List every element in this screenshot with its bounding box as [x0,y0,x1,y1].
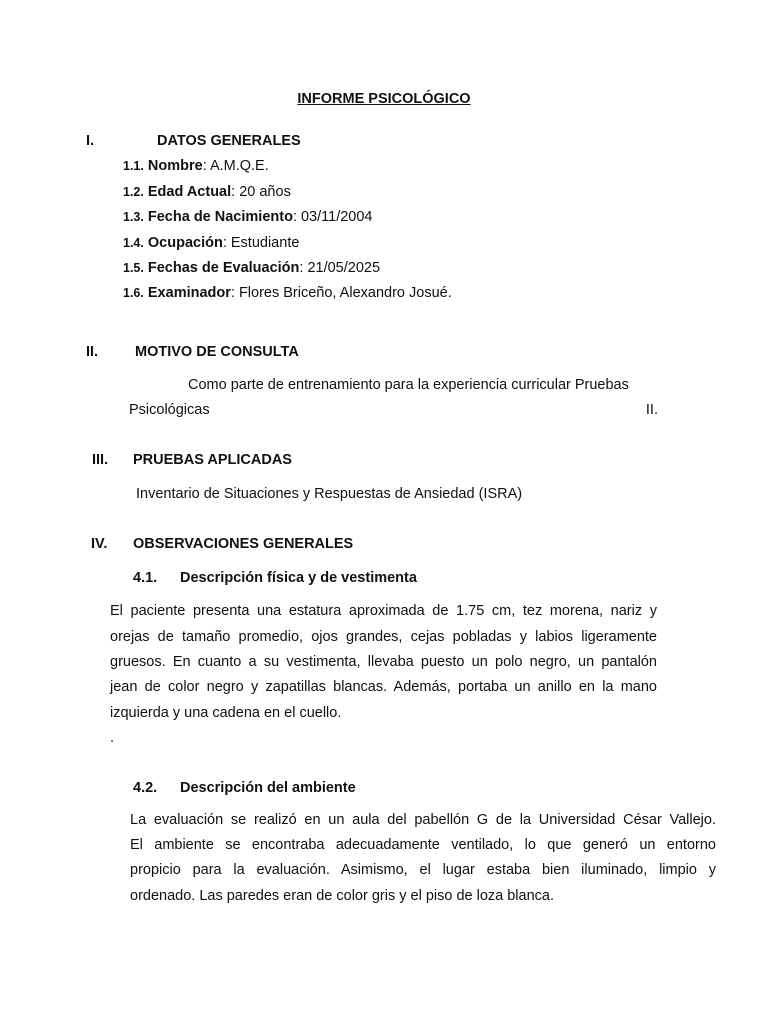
document-title: INFORME PSICOLÓGICO [297,91,471,107]
item-value: : Estudiante [222,235,300,251]
consultation-text-left: Psicológicas [129,402,210,418]
subsection-4-1-number: 4.1. [133,570,158,586]
consultation-text-line-1: Como parte de entrenamiento para la experiencia curricular Pruebas [188,377,629,393]
item-value: : 20 años [231,184,291,200]
paragraph-line: izquierda y una cadena en el cuello. [110,705,342,721]
line-text: propicio para la evaluación. Asimismo, el lugar estaba bien iluminado, limpio y [130,862,716,878]
subsection-4-1-title: Descripción física y de vestimenta [180,570,417,586]
item-number: 1.3. [123,210,144,224]
line-text: El ambiente se encontraba adecuadamente ventilado, lo que generó un entorno [130,837,716,853]
consultation-text-right: II. [645,402,658,418]
paragraph-line [130,862,716,878]
paragraph-line: ordenado. Las paredes eran de color gris y el piso de loza blanca. [130,888,554,904]
section-4-number: IV. [91,536,108,552]
paragraph-line [110,679,657,695]
item-number: 1.4. [123,236,144,250]
line-text: jean de color negro y zapatillas blancas. Además, portaba un anillo en la mano [110,679,657,695]
section-3-title: PRUEBAS APLICADAS [133,452,292,468]
section-2-title: MOTIVO DE CONSULTA [135,344,299,360]
paragraph-line [110,603,657,619]
paragraph-line [130,837,716,853]
consultation-text-line-2 [129,402,658,418]
item-number: 1.2. [123,185,144,199]
section-3-number: III. [92,452,109,468]
item-label: Edad Actual [147,184,232,200]
list-item [123,235,299,251]
item-label: Examinador [147,285,231,301]
stray-dot: . [110,730,115,746]
list-item [123,209,373,225]
section-4-title: OBSERVACIONES GENERALES [133,536,354,552]
item-label: Nombre [147,158,203,174]
subsection-4-2-number: 4.2. [133,780,158,796]
line-text: El paciente presenta una estatura aproximada de 1.75 cm, tez morena, nariz y [110,603,657,619]
subsection-4-2-title: Descripción del ambiente [180,780,356,796]
list-item [123,260,380,276]
item-label: Fechas de Evaluación [147,260,300,276]
section-1-number: I. [86,133,95,149]
paragraph-line [130,812,716,828]
list-item [123,158,269,174]
item-label: Fecha de Nacimiento [147,209,293,225]
line-text: gruesos. En cuanto a su vestimenta, llevaba puesto un polo negro, un pantalón [110,654,657,670]
list-item [123,285,452,301]
applied-test-text: Inventario de Situaciones y Respuestas de Ansiedad (ISRA) [136,486,523,502]
item-value: : 21/05/2025 [299,260,381,276]
item-number: 1.5. [123,261,144,275]
item-number: 1.6. [123,286,144,300]
line-text: La evaluación se realizó en un aula del pabellón G de la Universidad César Vallejo. [130,812,716,828]
line-text: orejas de tamaño promedio, ojos grandes, cejas pobladas y labios ligeramente [110,629,657,645]
paragraph-line [110,629,657,645]
item-value: : Flores Briceño, Alexandro Josué. [230,285,452,301]
item-value: : A.M.Q.E. [202,158,269,174]
item-number: 1.1. [123,159,144,173]
item-label: Ocupación [147,235,223,251]
section-1-title: DATOS GENERALES [157,133,301,149]
item-value: : 03/11/2004 [292,209,373,225]
section-2-number: II. [86,344,99,360]
list-item [123,184,291,200]
paragraph-line [110,654,657,670]
